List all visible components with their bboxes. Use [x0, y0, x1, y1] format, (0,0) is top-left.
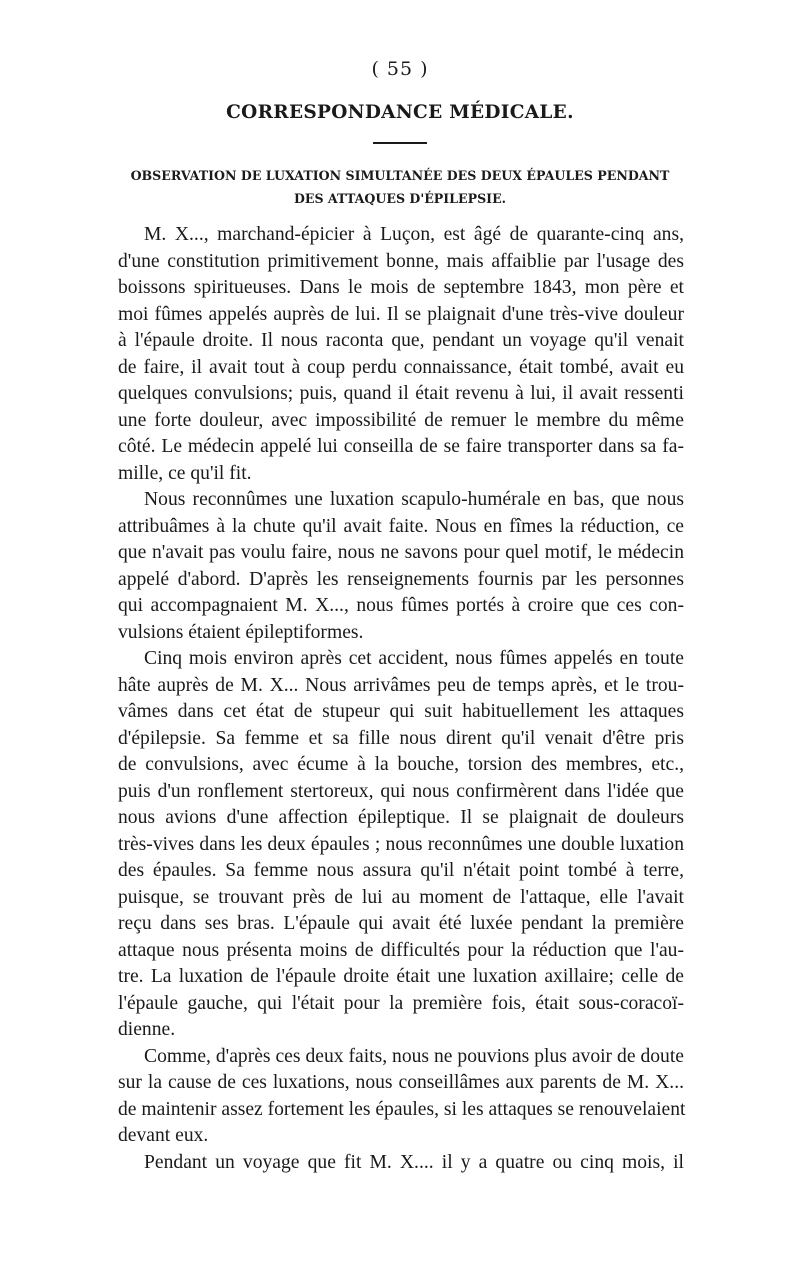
text-line: que n'avait pas voulu faire, nous ne savons pour quel motif, le médecin	[118, 542, 684, 563]
text-line: très-vives dans les deux épaules ; nous reconnûmes une double luxation	[118, 833, 684, 855]
text-line: quelques convulsions; puis, quand il était revenu à lui, il avait ressenti	[118, 383, 684, 404]
article-title-line-1: OBSERVATION DE LUXATION SIMULTANÉE DES DEUX ÉPAULES PENDANT	[130, 168, 670, 183]
text-line: d'épilepsie. Sa femme et sa fille nous dirent qu'il venait d'être pris	[118, 727, 684, 749]
text-line: hâte auprès de M. X... Nous arrivâmes peu de temps après, et le trou-	[118, 674, 684, 696]
text-line: moi fûmes appelés auprès de lui. Il se plaignait d'une très-vive douleur	[118, 303, 684, 325]
text-line: Nous reconnûmes une luxation scapulo-humérale en bas, que nous	[144, 489, 684, 510]
text-line: de convulsions, avec écume à la bouche, torsion des membres, etc.,	[118, 754, 684, 775]
text-line: attribuâmes à la chute qu'il avait faite. Nous en fîmes la réduction, ce	[118, 515, 684, 537]
text-line: vâmes dans cet état de stupeur qui suit habituellement les attaques	[118, 701, 684, 722]
article-title-line-2: DES ATTAQUES D'ÉPILEPSIE.	[293, 191, 507, 206]
section-heading: CORRESPONDANCE MÉDICALE.	[226, 102, 574, 123]
text-line: Pendant un voyage que fit M. X.... il y a quatre ou cinq mois, il	[144, 1151, 684, 1173]
text-line: appelé d'abord. D'après les renseignements fournis par les personnes	[118, 568, 684, 590]
text-line: nous avions d'une affection épileptique. Il se plaignait de douleurs	[118, 807, 684, 828]
text-line: Cinq mois environ après cet accident, nous fûmes appelés en toute	[144, 648, 684, 669]
text-line: puis d'un ronflement stertoreux, qui nous confirmèrent dans l'idée que	[118, 780, 684, 802]
page-number: ( 55 )	[371, 58, 429, 80]
text-line: l'épaule gauche, qui l'était pour la première fois, était sous-coracoï-	[118, 992, 684, 1014]
text-line: dienne.	[118, 1019, 176, 1040]
body-text	[118, 222, 684, 1176]
text-line: de maintenir assez fortement les épaules, si les attaques se renouvelaient	[118, 1098, 686, 1120]
text-line: Comme, d'après ces deux faits, nous ne pouvions plus avoir de doute	[144, 1045, 684, 1067]
text-line: reçu dans ses bras. L'épaule qui avait été luxée pendant la première	[118, 913, 684, 934]
text-line: boissons spiritueuses. Dans le mois de septembre 1843, mon père et	[118, 277, 684, 298]
text-line: attaque nous présenta moins de difficultés pour la réduction que l'au-	[118, 939, 684, 961]
article-title	[120, 164, 680, 210]
text-line: puisque, se trouvant près de lui au moment de l'attaque, elle l'avait	[118, 886, 684, 908]
text-line: M. X..., marchand-épicier à Luçon, est âgé de quarante-cinq ans,	[144, 224, 684, 245]
text-line: vulsions étaient épileptiformes.	[118, 621, 364, 643]
text-line: d'une constitution primitivement bonne, mais affaiblie par l'usage des	[118, 250, 684, 272]
text-line: de faire, il avait tout à coup perdu connaissance, était tombé, avait eu	[118, 356, 684, 378]
text-line: des épaules. Sa femme nous assura qu'il n'était point tombé à terre,	[118, 860, 684, 881]
text-line: devant eux.	[118, 1125, 209, 1146]
text-line: mille, ce qu'il fit.	[118, 462, 252, 484]
text-line: qui accompagnaient M. X..., nous fûmes portés à croire que ces con-	[118, 595, 684, 616]
text-line: tre. La luxation de l'épaule droite était une luxation axillaire; celle de	[118, 966, 684, 987]
heading-divider	[373, 142, 427, 144]
text-line: sur la cause de ces luxations, nous conseillâmes aux parents de M. X...	[118, 1072, 684, 1093]
text-line: une forte douleur, avec impossibilité de remuer le membre du même	[118, 409, 684, 431]
text-line: à l'épaule droite. Il nous raconta que, pendant un voyage qu'il venait	[118, 330, 684, 351]
text-line: côté. Le médecin appelé lui conseilla de se faire transporter dans sa fa-	[118, 436, 684, 457]
